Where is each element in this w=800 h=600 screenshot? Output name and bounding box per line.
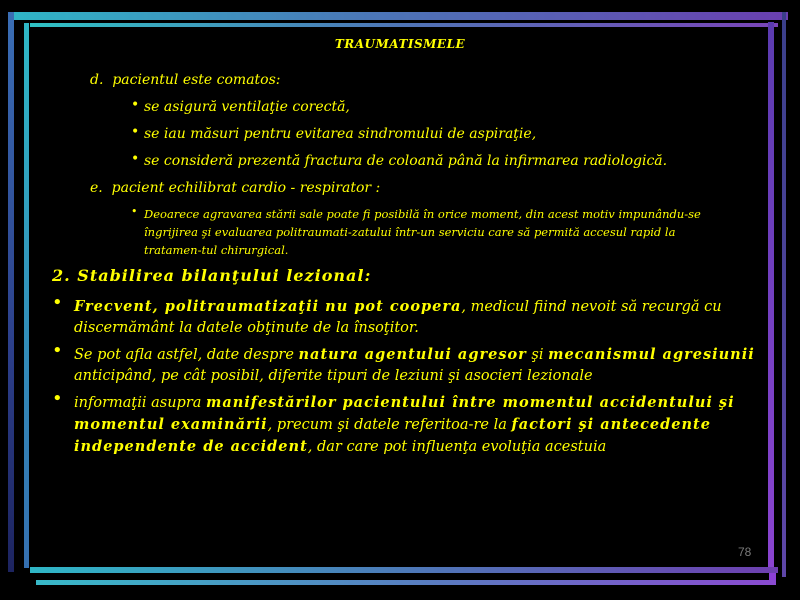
section-2-bullet-2-bold-2: mecanismul agresiunii — [548, 346, 755, 363]
section-2-bullet-3-mid: , precum şi datele referitoa-re la — [267, 417, 512, 433]
frame-corner-square — [769, 573, 776, 580]
item-d-marker: d. — [90, 72, 104, 88]
section-2-bullet-3 — [74, 392, 764, 458]
section-2-bullet-1-text: , medicul fiind nevoit să recurgă cu discernământ la datele obţinute de la însoţitor. — [74, 299, 722, 336]
frame-bottom-bar — [36, 580, 776, 585]
slide-title: TRAUMATISMELE — [334, 37, 466, 51]
frame-left-bar — [8, 12, 14, 572]
page-number: 78 — [738, 545, 752, 559]
bullet-icon: • — [131, 97, 140, 113]
section-2-bullet-2-bold-1: natura agentului agresor — [298, 346, 527, 363]
item-e — [90, 180, 380, 196]
item-e-bullet: Deoarece agravarea stării sale poate fi posibilă în orice moment, din acest motiv impunându-se îngrijirea şi evaluarea politraumati-zatului într-un serviciu care să permită accesul rapid la tratamen-tul chirurgical. — [144, 207, 701, 257]
section-2-bullet-3-rest: , dar care pot influenţa evoluţia acestuia — [307, 439, 607, 455]
item-d-bullet-2: se iau măsuri pentru evitarea sindromului de aspiraţie, — [144, 126, 537, 142]
item-e-marker: e. — [90, 180, 103, 196]
bullet-icon: • — [52, 388, 63, 409]
section-2-bullet-1 — [74, 296, 764, 339]
item-e-text: pacient echilibrat cardio - respirator : — [111, 180, 381, 196]
section-2-bullet-2-rest: anticipând, pe cât posibil, diferite tipuri de leziuni şi asocieri lezionale — [74, 368, 593, 384]
frame-top-bar — [8, 12, 788, 20]
frame-right-inner-bar — [768, 22, 774, 567]
section-2-bullet-3-bold-1: manifestărilor pacientului între momentul accidentului şi momentul examinării — [74, 394, 735, 433]
bullet-icon: • — [52, 292, 63, 313]
frame-bottom-inner-bar — [30, 567, 778, 573]
bullet-icon: • — [131, 124, 140, 140]
bullet-icon: • — [131, 151, 140, 167]
bullet-icon: • — [131, 205, 138, 218]
section-2-bullet-2-pre: Se pot afla astfel, date despre — [74, 347, 299, 363]
section-2-bullet-3-pre: informaţii asupra — [74, 395, 207, 411]
frame-left-inner-bar — [24, 23, 29, 568]
section-2-bullet-2 — [74, 344, 764, 387]
section-2-bullet-1-bold: Frecvent, politraumatizaţii nu pot coopera — [74, 298, 462, 315]
item-d-bullet-3: se consideră prezentă fractura de coloană până la infirmarea radiologică. — [144, 153, 668, 169]
section-2-heading: 2. Stabilirea bilanţului lezional: — [52, 266, 372, 285]
section-2-bullet-2-mid: şi — [526, 347, 549, 363]
bullet-icon: • — [52, 340, 63, 361]
frame-right-bar — [782, 12, 786, 577]
item-d-bullet-1: se asigură ventilaţie corectă, — [144, 99, 350, 115]
section-2-bullet-3-bold-2: factori şi antecedente independente de accident — [74, 416, 711, 455]
item-d-text: pacientul este comatos: — [112, 72, 281, 88]
frame-top-inner-bar — [30, 23, 778, 27]
item-d — [90, 72, 281, 88]
